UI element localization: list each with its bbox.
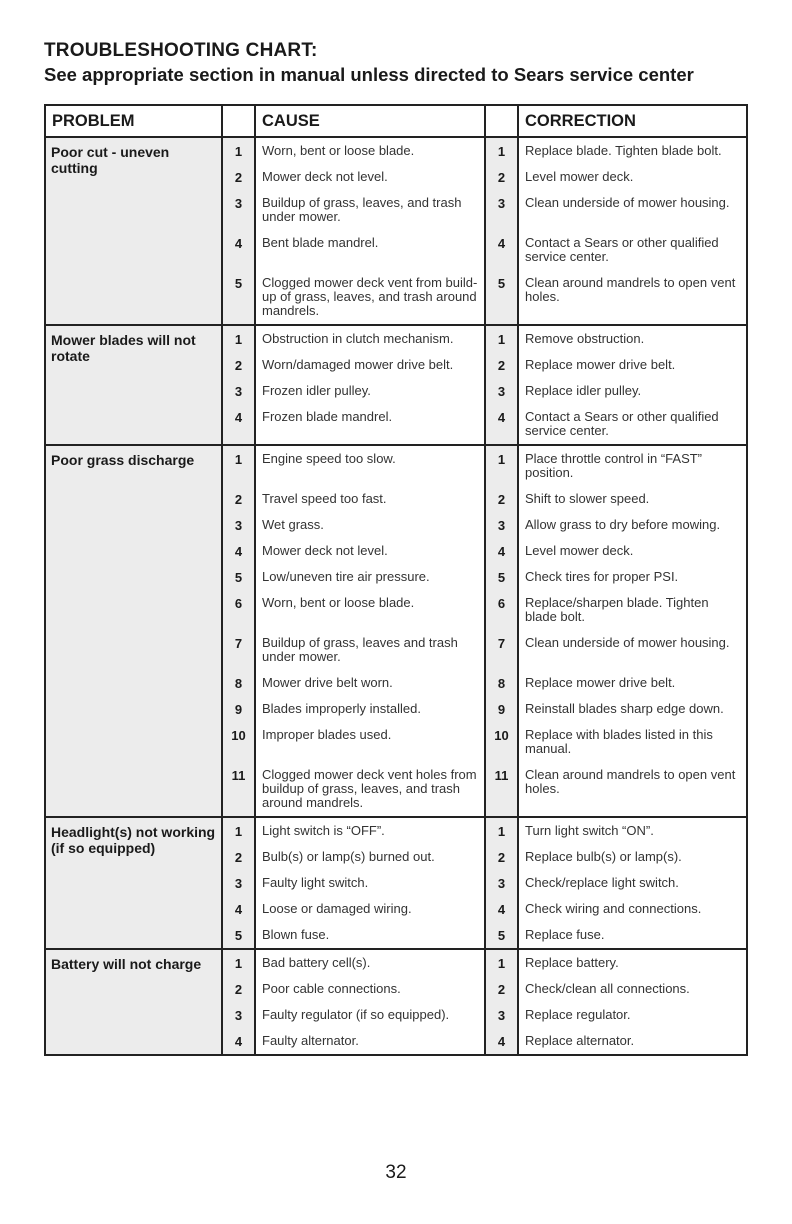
cause-number: 2 — [223, 844, 256, 870]
correction-number: 4 — [486, 896, 519, 922]
problem-cell: Battery will not charge — [46, 950, 223, 1054]
correction-cell: Level mower deck. — [525, 169, 634, 184]
cause-number: 2 — [223, 976, 256, 1002]
correction-cell: Check/replace light switch. — [525, 875, 679, 890]
correction-cell: Check tires for proper PSI. — [525, 569, 679, 584]
header-problem: PROBLEM — [46, 106, 223, 136]
correction-number: 2 — [486, 486, 519, 512]
cause-cell: Worn, bent or loose blade. — [256, 590, 486, 630]
cause-number: 4 — [223, 404, 256, 444]
problem-group — [46, 446, 746, 818]
table-row — [223, 486, 746, 512]
cause-number: 3 — [223, 1002, 256, 1028]
cause-number: 4 — [223, 538, 256, 564]
correction-cell: Replace mower drive belt. — [525, 675, 676, 690]
problem-cell: Poor grass discharge — [46, 446, 223, 816]
correction-cell: Contact a Sears or other qualified service center. — [525, 235, 719, 264]
cause-number: 1 — [223, 818, 256, 844]
cause-number: 1 — [223, 326, 256, 352]
cause-number: 1 — [223, 950, 256, 976]
problem-cell: Headlight(s) not working (if so equipped) — [46, 818, 223, 948]
header-correction: CORRECTION — [525, 112, 636, 130]
correction-number: 2 — [486, 976, 519, 1002]
cause-cell: Frozen idler pulley. — [256, 378, 486, 404]
cause-number: 10 — [223, 722, 256, 762]
correction-number: 5 — [486, 922, 519, 948]
correction-cell: Clean underside of mower housing. — [525, 635, 730, 650]
cause-number: 6 — [223, 590, 256, 630]
cause-number: 7 — [223, 630, 256, 670]
cause-cell: Engine speed too slow. — [256, 446, 486, 486]
cause-number: 5 — [223, 270, 256, 324]
page-title: TROUBLESHOOTING CHART: — [44, 40, 318, 61]
correction-number: 3 — [486, 870, 519, 896]
header-cause: CAUSE — [256, 106, 486, 136]
correction-cell: Clean underside of mower housing. — [525, 195, 730, 210]
table-row — [223, 670, 746, 696]
table-row — [223, 538, 746, 564]
correction-number: 1 — [486, 818, 519, 844]
correction-number: 4 — [486, 230, 519, 270]
correction-number: 3 — [486, 190, 519, 230]
correction-cell: Replace idler pulley. — [525, 383, 642, 398]
table-body — [46, 138, 746, 1054]
page-number: 32 — [385, 1162, 407, 1183]
cause-number: 2 — [223, 164, 256, 190]
correction-number: 4 — [486, 538, 519, 564]
correction-number: 2 — [486, 844, 519, 870]
correction-cell: Check wiring and connections. — [525, 901, 702, 916]
correction-number: 9 — [486, 696, 519, 722]
cause-cell: Clogged mower deck vent holes from buildup of grass, leaves, and trash around mandrels. — [256, 762, 486, 816]
cause-cell: Loose or damaged wiring. — [256, 896, 486, 922]
table-header — [46, 106, 746, 138]
correction-number: 1 — [486, 326, 519, 352]
table-row — [223, 138, 746, 164]
problem-group — [46, 950, 746, 1054]
cause-cell: Worn/damaged mower drive belt. — [256, 352, 486, 378]
correction-cell: Clean around mandrels to open vent holes. — [525, 275, 736, 304]
correction-number: 5 — [486, 564, 519, 590]
cause-cell: Wet grass. — [256, 512, 486, 538]
cause-cell: Travel speed too fast. — [256, 486, 486, 512]
table-row — [223, 230, 746, 270]
correction-number: 3 — [486, 378, 519, 404]
table-row — [223, 164, 746, 190]
table-row — [223, 590, 746, 630]
table-row — [223, 870, 746, 896]
cause-cell: Bulb(s) or lamp(s) burned out. — [256, 844, 486, 870]
cause-cell: Frozen blade mandrel. — [256, 404, 486, 444]
table-row — [223, 722, 746, 762]
cause-number: 1 — [223, 138, 256, 164]
cause-number: 5 — [223, 564, 256, 590]
correction-number: 11 — [486, 762, 519, 816]
problem-cell: Mower blades will not rotate — [46, 326, 223, 444]
cause-cell: Light switch is “OFF”. — [256, 818, 486, 844]
cause-number: 3 — [223, 512, 256, 538]
cause-number: 5 — [223, 922, 256, 948]
cause-number: 4 — [223, 230, 256, 270]
correction-cell: Allow grass to dry before mowing. — [525, 517, 721, 532]
correction-cell: Level mower deck. — [525, 543, 634, 558]
cause-cell: Buildup of grass, leaves and trash under mower. — [256, 630, 486, 670]
table-row — [223, 404, 746, 444]
correction-cell: Reinstall blades sharp edge down. — [525, 701, 724, 716]
cause-number: 3 — [223, 190, 256, 230]
correction-cell: Check/clean all connections. — [525, 981, 690, 996]
table-row — [223, 976, 746, 1002]
table-row — [223, 630, 746, 670]
correction-cell: Clean around mandrels to open vent holes. — [525, 767, 736, 796]
cause-cell: Bad battery cell(s). — [256, 950, 486, 976]
table-row — [223, 326, 746, 352]
correction-number: 10 — [486, 722, 519, 762]
correction-cell: Replace blade. Tighten blade bolt. — [525, 143, 722, 158]
cause-cell: Blades improperly installed. — [256, 696, 486, 722]
correction-number: 8 — [486, 670, 519, 696]
header-cause-number — [223, 106, 256, 136]
table-row — [223, 922, 746, 948]
correction-number: 3 — [486, 512, 519, 538]
correction-cell: Replace bulb(s) or lamp(s). — [525, 849, 682, 864]
correction-cell: Replace mower drive belt. — [525, 357, 676, 372]
correction-cell: Replace alternator. — [525, 1033, 635, 1048]
cause-number: 1 — [223, 446, 256, 486]
table-row — [223, 818, 746, 844]
correction-number: 6 — [486, 590, 519, 630]
correction-number: 3 — [486, 1002, 519, 1028]
correction-number: 1 — [486, 950, 519, 976]
correction-number: 1 — [486, 138, 519, 164]
cause-cell: Blown fuse. — [256, 922, 486, 948]
correction-cell: Contact a Sears or other qualified service center. — [525, 409, 719, 438]
correction-number: 2 — [486, 164, 519, 190]
cause-cell: Improper blades used. — [256, 722, 486, 762]
cause-cell: Faulty light switch. — [256, 870, 486, 896]
correction-cell: Replace battery. — [525, 955, 619, 970]
correction-cell: Replace regulator. — [525, 1007, 631, 1022]
cause-number: 4 — [223, 896, 256, 922]
cause-cell: Buildup of grass, leaves, and trash under mower. — [256, 190, 486, 230]
cause-number: 11 — [223, 762, 256, 816]
cause-cell: Clogged mower deck vent from build-up of grass, leaves, and trash around mandrels. — [256, 270, 486, 324]
table-row — [223, 190, 746, 230]
cause-cell: Obstruction in clutch mechanism. — [256, 326, 486, 352]
table-row — [223, 1028, 746, 1054]
correction-number: 4 — [486, 1028, 519, 1054]
cause-cell: Mower deck not level. — [256, 538, 486, 564]
correction-number: 4 — [486, 404, 519, 444]
cause-number: 2 — [223, 486, 256, 512]
correction-cell: Place throttle control in “FAST” position. — [525, 451, 703, 480]
problem-group — [46, 138, 746, 326]
cause-cell: Low/uneven tire air pressure. — [256, 564, 486, 590]
correction-number: 7 — [486, 630, 519, 670]
table-row — [223, 1002, 746, 1028]
problem-cell: Poor cut - uneven cutting — [46, 138, 223, 324]
table-row — [223, 696, 746, 722]
cause-cell: Worn, bent or loose blade. — [256, 138, 486, 164]
cause-number: 3 — [223, 870, 256, 896]
problem-group — [46, 326, 746, 446]
cause-cell: Mower drive belt worn. — [256, 670, 486, 696]
table-row — [223, 950, 746, 976]
correction-number: 5 — [486, 270, 519, 324]
correction-number: 1 — [486, 446, 519, 486]
correction-cell: Replace/sharpen blade. Tighten blade bolt. — [525, 595, 709, 624]
table-row — [223, 564, 746, 590]
cause-cell: Bent blade mandrel. — [256, 230, 486, 270]
correction-cell: Shift to slower speed. — [525, 491, 650, 506]
cause-number: 2 — [223, 352, 256, 378]
correction-cell: Replace fuse. — [525, 927, 605, 942]
table-row — [223, 896, 746, 922]
table-row — [223, 512, 746, 538]
cause-number: 3 — [223, 378, 256, 404]
correction-number: 2 — [486, 352, 519, 378]
troubleshooting-table — [44, 104, 748, 1056]
cause-number: 9 — [223, 696, 256, 722]
cause-cell: Mower deck not level. — [256, 164, 486, 190]
table-row — [223, 378, 746, 404]
table-row — [223, 762, 746, 816]
cause-cell: Faulty alternator. — [256, 1028, 486, 1054]
page-subtitle: See appropriate section in manual unless directed to Sears service center — [44, 64, 694, 85]
cause-cell: Faulty regulator (if so equipped). — [256, 1002, 486, 1028]
table-row — [223, 270, 746, 324]
header-correction-number — [486, 106, 519, 136]
cause-number: 8 — [223, 670, 256, 696]
correction-cell: Replace with blades listed in this manual. — [525, 727, 713, 756]
table-row — [223, 352, 746, 378]
cause-cell: Poor cable connections. — [256, 976, 486, 1002]
table-row — [223, 446, 746, 486]
problem-group — [46, 818, 746, 950]
correction-cell: Turn light switch “ON”. — [525, 823, 654, 838]
cause-number: 4 — [223, 1028, 256, 1054]
table-row — [223, 844, 746, 870]
correction-cell: Remove obstruction. — [525, 331, 645, 346]
